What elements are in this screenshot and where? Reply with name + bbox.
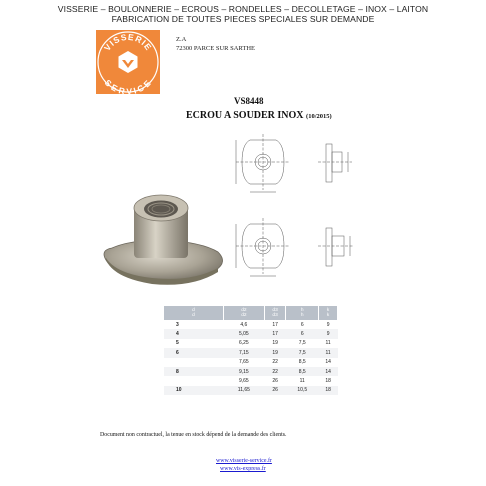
header-line-1: VISSERIE – BOULONNERIE – ECROUS – RONDELLES – DECOLLETAGE – INOX – LAITON [57, 4, 429, 14]
logo-text-bottom: SERVICE [102, 77, 154, 94]
table-row: 10 11,65 26 10,5 18 [164, 386, 338, 395]
product-title [186, 110, 332, 121]
table-row: 3 4,6 17 6 9 [176, 321, 330, 328]
company-header [0, 4, 486, 24]
logo-text-top: VISSERIE [101, 31, 155, 53]
table-row: 4 5,05 17 6 9 [164, 329, 338, 338]
header-d3: d3 d3 [264, 306, 285, 320]
header-d: d d [164, 306, 223, 320]
table-header-row [164, 306, 338, 320]
table-row: 7,65 22 8,5 14 [238, 359, 331, 366]
product-reference: VS8448 [234, 96, 264, 106]
company-address [176, 36, 255, 53]
product-edition: (10/2015) [306, 113, 332, 120]
top-view-2 [236, 218, 290, 276]
website-link-visserie-service[interactable]: www.visserie-service.fr [216, 458, 272, 464]
disclaimer-text: Document non contractuel, la tenue en stock dépend de la demande des clients. [100, 432, 287, 438]
weld-nut-photo [92, 188, 232, 300]
top-view-1 [236, 134, 290, 192]
side-view-2 [318, 228, 354, 266]
visserie-service-logo [96, 30, 160, 94]
address-line-1: Z.A [176, 36, 187, 43]
table-row: 6 7,15 19 7,5 11 [164, 348, 338, 357]
product-title-text: ECROU A SOUDER INOX [186, 110, 304, 121]
table-row: 5 6,25 19 7,5 11 [176, 340, 331, 347]
header-line-2: FABRICATION DE TOUTES PIECES SPECIALES SUR DEMANDE [111, 14, 375, 24]
table-row: 9,65 26 11 18 [238, 378, 331, 385]
website-link-vis-express[interactable]: www.vis-express.fr [220, 466, 266, 472]
header-d2: d2 d2 [223, 306, 264, 320]
address-line-2: 72300 PARCE SUR SARTHE [176, 44, 256, 52]
side-view-1 [318, 144, 352, 182]
header-h: h h [286, 306, 319, 320]
technical-drawings [228, 130, 368, 290]
table-row: 8 9,15 22 8,5 14 [164, 367, 338, 376]
header-k: k k [319, 306, 338, 320]
dimensions-table [164, 306, 338, 395]
